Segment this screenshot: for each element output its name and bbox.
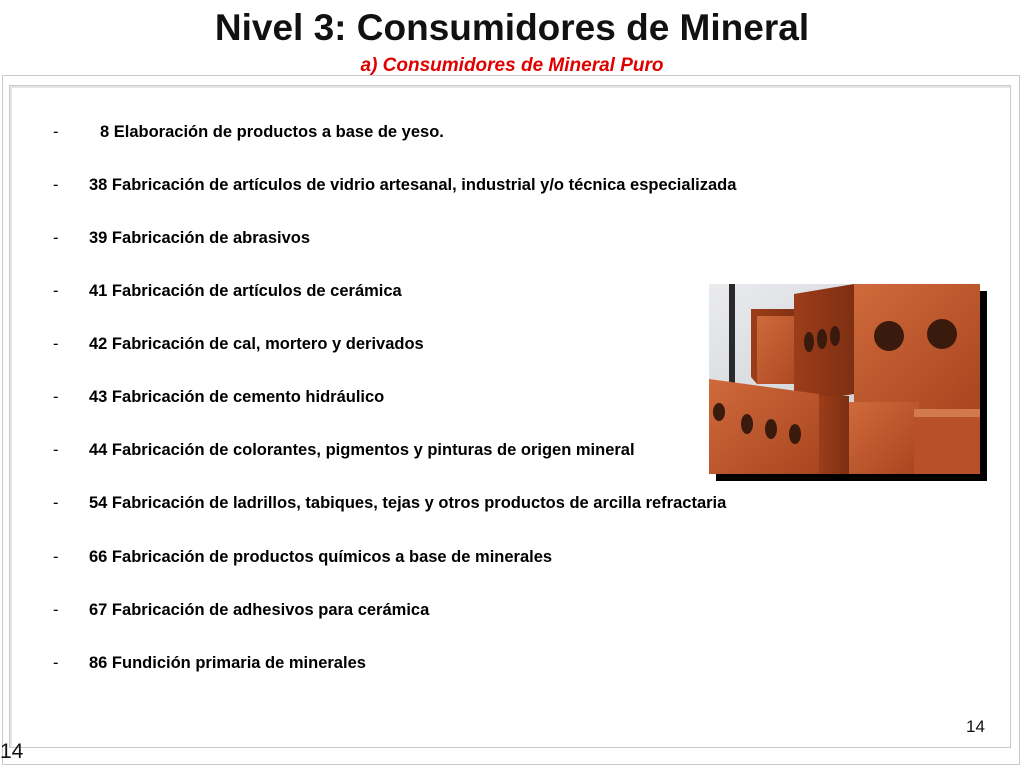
bullet-dash: - — [53, 229, 59, 247]
list-item-text: 86 Fundición primaria de minerales — [89, 654, 366, 672]
list-item-text: 8 Elaboración de productos a base de yeso. — [100, 123, 444, 141]
list-item-text: 44 Fabricación de colorantes, pigmentos y pinturas de origen mineral — [89, 441, 635, 459]
bullet-dash: - — [53, 441, 59, 459]
bullet-dash: - — [53, 176, 59, 194]
bullet-dash: - — [53, 654, 59, 672]
list-item-text: 39 Fabricación de abrasivos — [89, 229, 311, 247]
list-item-text: 38 Fabricación de artículos de vidrio artesanal, industrial y/o técnica especializada — [89, 176, 737, 194]
list-item-text: 43 Fabricación de cemento hidráulico — [89, 388, 385, 406]
bullet-dash: - — [53, 282, 59, 300]
list-item-text: 67 Fabricación de adhesivos para cerámica — [89, 601, 430, 619]
slide-subtitle: a) Consumidores de Mineral Puro — [360, 55, 664, 76]
list-item-text: 54 Fabricación de ladrillos, tabiques, tejas y otros productos de arcilla refractaria — [89, 494, 727, 512]
bullet-dash: - — [53, 123, 59, 141]
page-number: 14 — [0, 740, 24, 763]
slide-number: 14 — [966, 717, 985, 736]
list-item-text: 41 Fabricación de artículos de cerámica — [89, 282, 402, 300]
bullet-dash: - — [53, 388, 59, 406]
slide-title: Nivel 3: Consumidores de Mineral — [214, 7, 810, 48]
bullet-dash: - — [53, 335, 59, 353]
bullet-dash: - — [53, 601, 59, 619]
bricks-photo — [709, 284, 980, 474]
bullet-dash: - — [53, 494, 59, 512]
list-item-text: 66 Fabricación de productos químicos a base de minerales — [89, 548, 553, 566]
bullet-dash: - — [53, 548, 59, 566]
list-item-text: 42 Fabricación de cal, mortero y derivados — [89, 335, 424, 353]
